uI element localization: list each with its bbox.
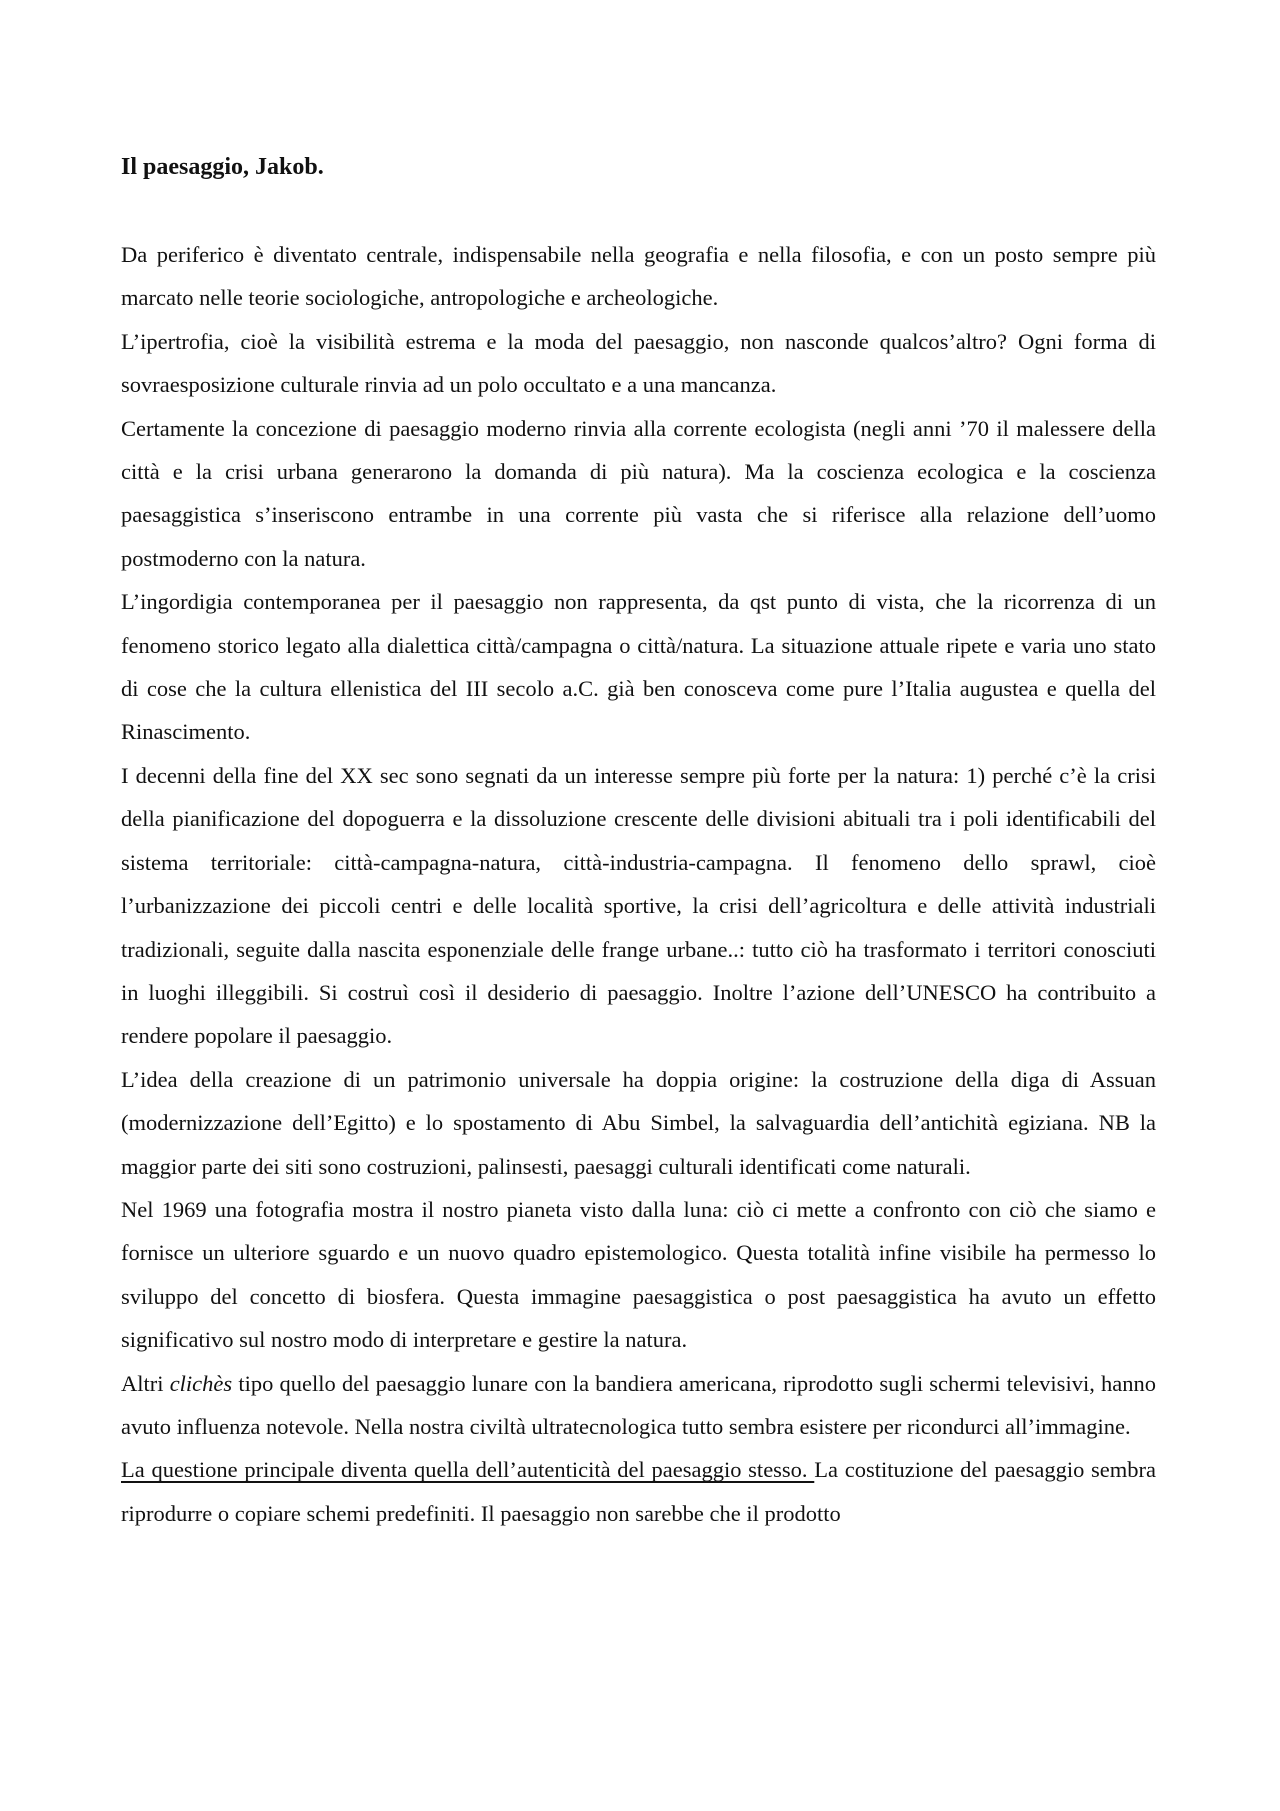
paragraph: I decenni della fine del XX sec sono segnati da un interesse sempre più forte per la natura: 1) perché c’è la crisi della pianificazione del dopoguerra e la dissoluzione crescente delle divisioni abituali tra i poli identificabili del sistema territoriale: città-campagna-natura, città-industria-campagna. Il fenomeno dello sprawl, cioè l’urbanizzazione dei piccoli centri e delle località sportive, la crisi dell’agricoltura e delle attività industriali tradizionali, seguite dalla nascita esponenziale delle frange urbane..: tutto ciò ha trasformato i territori conosciuti in luoghi illeggibili. Si costruì così il desiderio di paesaggio. Inoltre l’azione dell’UNESCO ha contribuito a rendere popolare il paesaggio. bbox=[121, 762, 1156, 1049]
paragraph: L’ipertrofia, cioè la visibilità estrema e la moda del paesaggio, non nasconde qualcos’altro? Ogni forma di sovraesposizione culturale rinvia ad un polo occultato e a una mancanza. bbox=[121, 328, 1156, 398]
paragraph-with-italic bbox=[121, 1362, 1156, 1449]
document-title: Il paesaggio, Jakob. bbox=[121, 154, 324, 180]
paragraph: L’idea della creazione di un patrimonio universale ha doppia origine: la costruzione della diga di Assuan (modernizzazione dell’Egitto) e lo spostamento di Abu Simbel, la salvaguardia dell’antichità egiziana. NB la maggior parte dei siti sono costruzioni, palinsesti, paesaggi culturali identificati come naturali. bbox=[121, 1066, 1156, 1179]
paragraph: Certamente la concezione di paesaggio moderno rinvia alla corrente ecologista (negli anni ’70 il malessere della città e la crisi urbana generarono la domanda di più natura). Ma la coscienza ecologica e la coscienza paesaggistica s’inseriscono entrambe in una corrente più vasta che si riferisce alla relazione dell’uomo postmoderno con la natura. bbox=[121, 415, 1156, 571]
paragraph: Da periferico è diventato centrale, indispensabile nella geografia e nella filosofia, e con un posto sempre più marcato nelle teorie sociologiche, antropologiche e archeologiche. bbox=[121, 242, 1156, 311]
paragraph-text: tipo quello del paesaggio lunare con la bandiera americana, riprodotto sugli schermi televisivi, hanno avuto influenza notevole. Nella nostra civiltà ultratecnologica tutto sembra esistere per ricondurci all’immagine. bbox=[121, 1370, 1156, 1439]
paragraph-text: La costituzione del paesaggio sembra riprodurre o copiare schemi predefiniti. Il paesaggio non sarebbe che il prodotto bbox=[121, 1457, 1156, 1526]
paragraph: L’ingordigia contemporanea per il paesaggio non rappresenta, da qst punto di vista, che la ricorrenza di un fenomeno storico legato alla dialettica città/campagna o città/natura. La situazione attuale ripete e varia uno stato di cose che la cultura ellenistica del III secolo a.C. già ben conosceva come pure l’Italia augustea e quella del Rinascimento. bbox=[121, 589, 1156, 745]
italic-term: clichès bbox=[169, 1370, 233, 1396]
underlined-sentence: La questione principale diventa quella dell’autenticità del paesaggio stesso. bbox=[121, 1457, 815, 1483]
paragraph-with-underline bbox=[121, 1448, 1156, 1535]
document-body bbox=[121, 233, 1156, 1535]
paragraph: Nel 1969 una fotografia mostra il nostro pianeta visto dalla luna: ciò ci mette a confronto con ciò che siamo e fornisce un ulteriore sguardo e un nuovo quadro epistemologico. Questa totalità infine visibile ha permesso lo sviluppo del concetto di biosfera. Questa immagine paesaggistica o post paesaggistica ha avuto un effetto significativo sul nostro modo di interpretare e gestire la natura. bbox=[121, 1196, 1156, 1353]
paragraph-text: Altri bbox=[121, 1370, 170, 1396]
